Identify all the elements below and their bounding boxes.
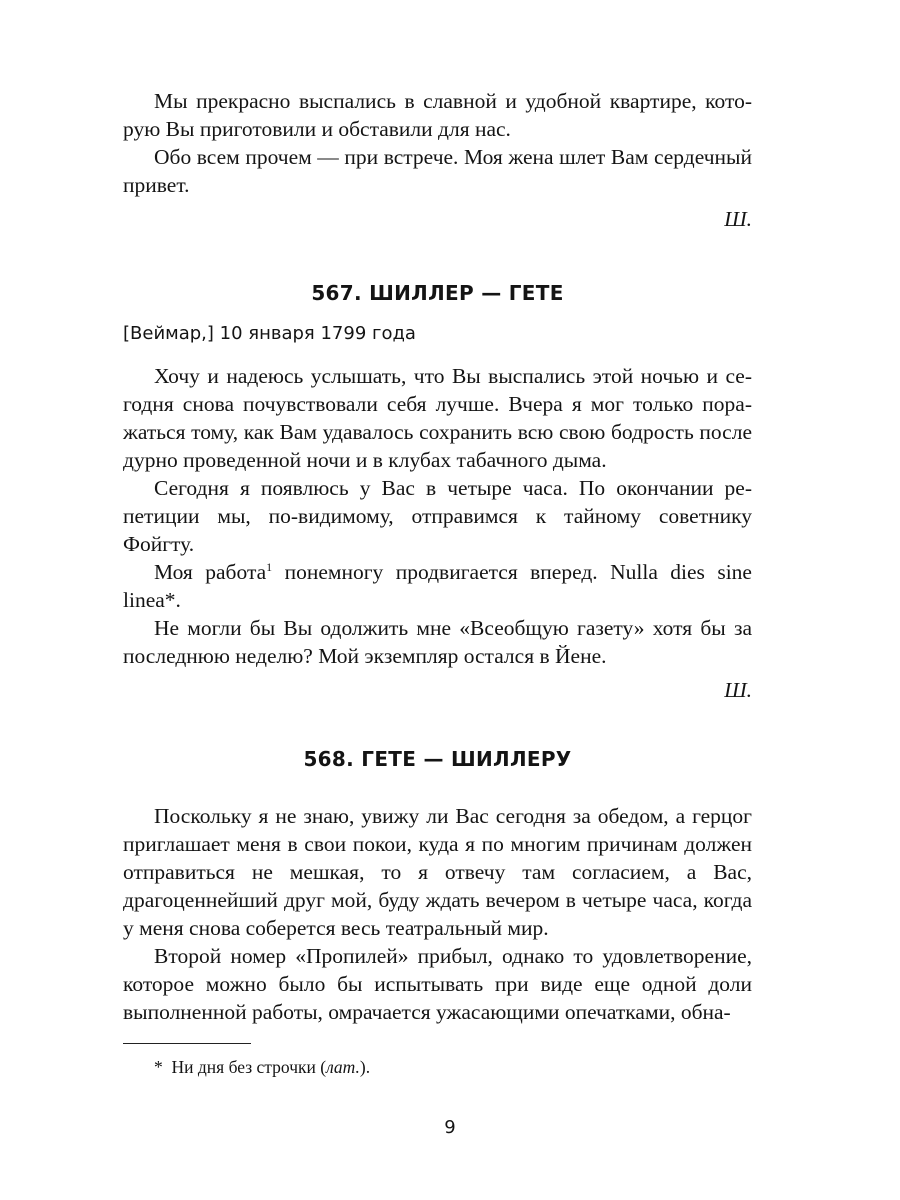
footnote-marker: * — [154, 1057, 163, 1077]
signature: Ш. — [724, 678, 752, 702]
letter-568-body — [123, 802, 752, 1026]
letter-567-body — [123, 362, 752, 704]
paragraph: Хочу и надеюсь услышать, что Вы выспались этой ночью и сегодня снова почувствовали себя лучше. Вчера я мог только поражаться тому, как Вам удавалось сохранить всю свою бодрость после дурно проведенной ночи и в клубах табачного дыма. — [123, 364, 752, 472]
footnote — [154, 1055, 370, 1079]
footnote-divider — [123, 1043, 251, 1044]
paragraph: Мы прекрасно выспались в славной и удобной квартире, которую Вы приготовили и обставили для нас. — [123, 89, 752, 141]
paragraph: Обо всем прочем — при встрече. Моя жена шлет Вам сердечный привет. — [123, 145, 752, 197]
letter-heading: 568. ГЕТЕ — ШИЛЛЕРУ — [303, 747, 572, 771]
footnote-text-italic: лат. — [326, 1057, 360, 1077]
page-number: 9 — [444, 1117, 456, 1138]
paragraph: Не могли бы Вы одолжить мне «Всеобщую газету» хотя бы за последнюю неделю? Мой экземпляр остался в Йене. — [123, 616, 752, 668]
paragraph — [123, 558, 752, 614]
footnote-text: ). — [359, 1057, 371, 1077]
footnote-text: Ни дня без строчки ( — [171, 1057, 327, 1077]
letter-heading: 567. ШИЛЛЕР — ГЕТЕ — [311, 281, 564, 305]
paragraph-text: Моя работа — [154, 560, 267, 584]
paragraph-text: понемногу продвигается вперед. Nulla dies sine linea*. — [123, 560, 752, 612]
letter-dateline: [Веймар,] 10 января 1799 года — [123, 323, 416, 344]
paragraph: Сегодня я появлюсь у Вас в четыре часа. По окончании репетиции мы, по-видимому, отправимся к тайному советнику Фойгту. — [123, 476, 752, 556]
paragraph: Второй номер «Пропилей» прибыл, однако то удовлетворение, которое можно было бы испытывать при виде еще одной доли выполненной работы, омрачается ужасающими опечатками, обна- — [123, 944, 752, 1024]
signature: Ш. — [724, 207, 752, 231]
paragraph: Поскольку я не знаю, увижу ли Вас сегодня за обедом, а герцог приглашает меня в свои покои, куда я по многим причинам должен отправиться не мешкая, то я отвечу там согласием, а Вас, драгоценнейший друг мой, буду ждать вечером в четыре часа, когда у меня снова соберется весь театральный мир. — [123, 804, 752, 940]
intro-letter-ending — [123, 87, 752, 233]
footnote-reference[interactable]: 1 — [266, 560, 273, 574]
